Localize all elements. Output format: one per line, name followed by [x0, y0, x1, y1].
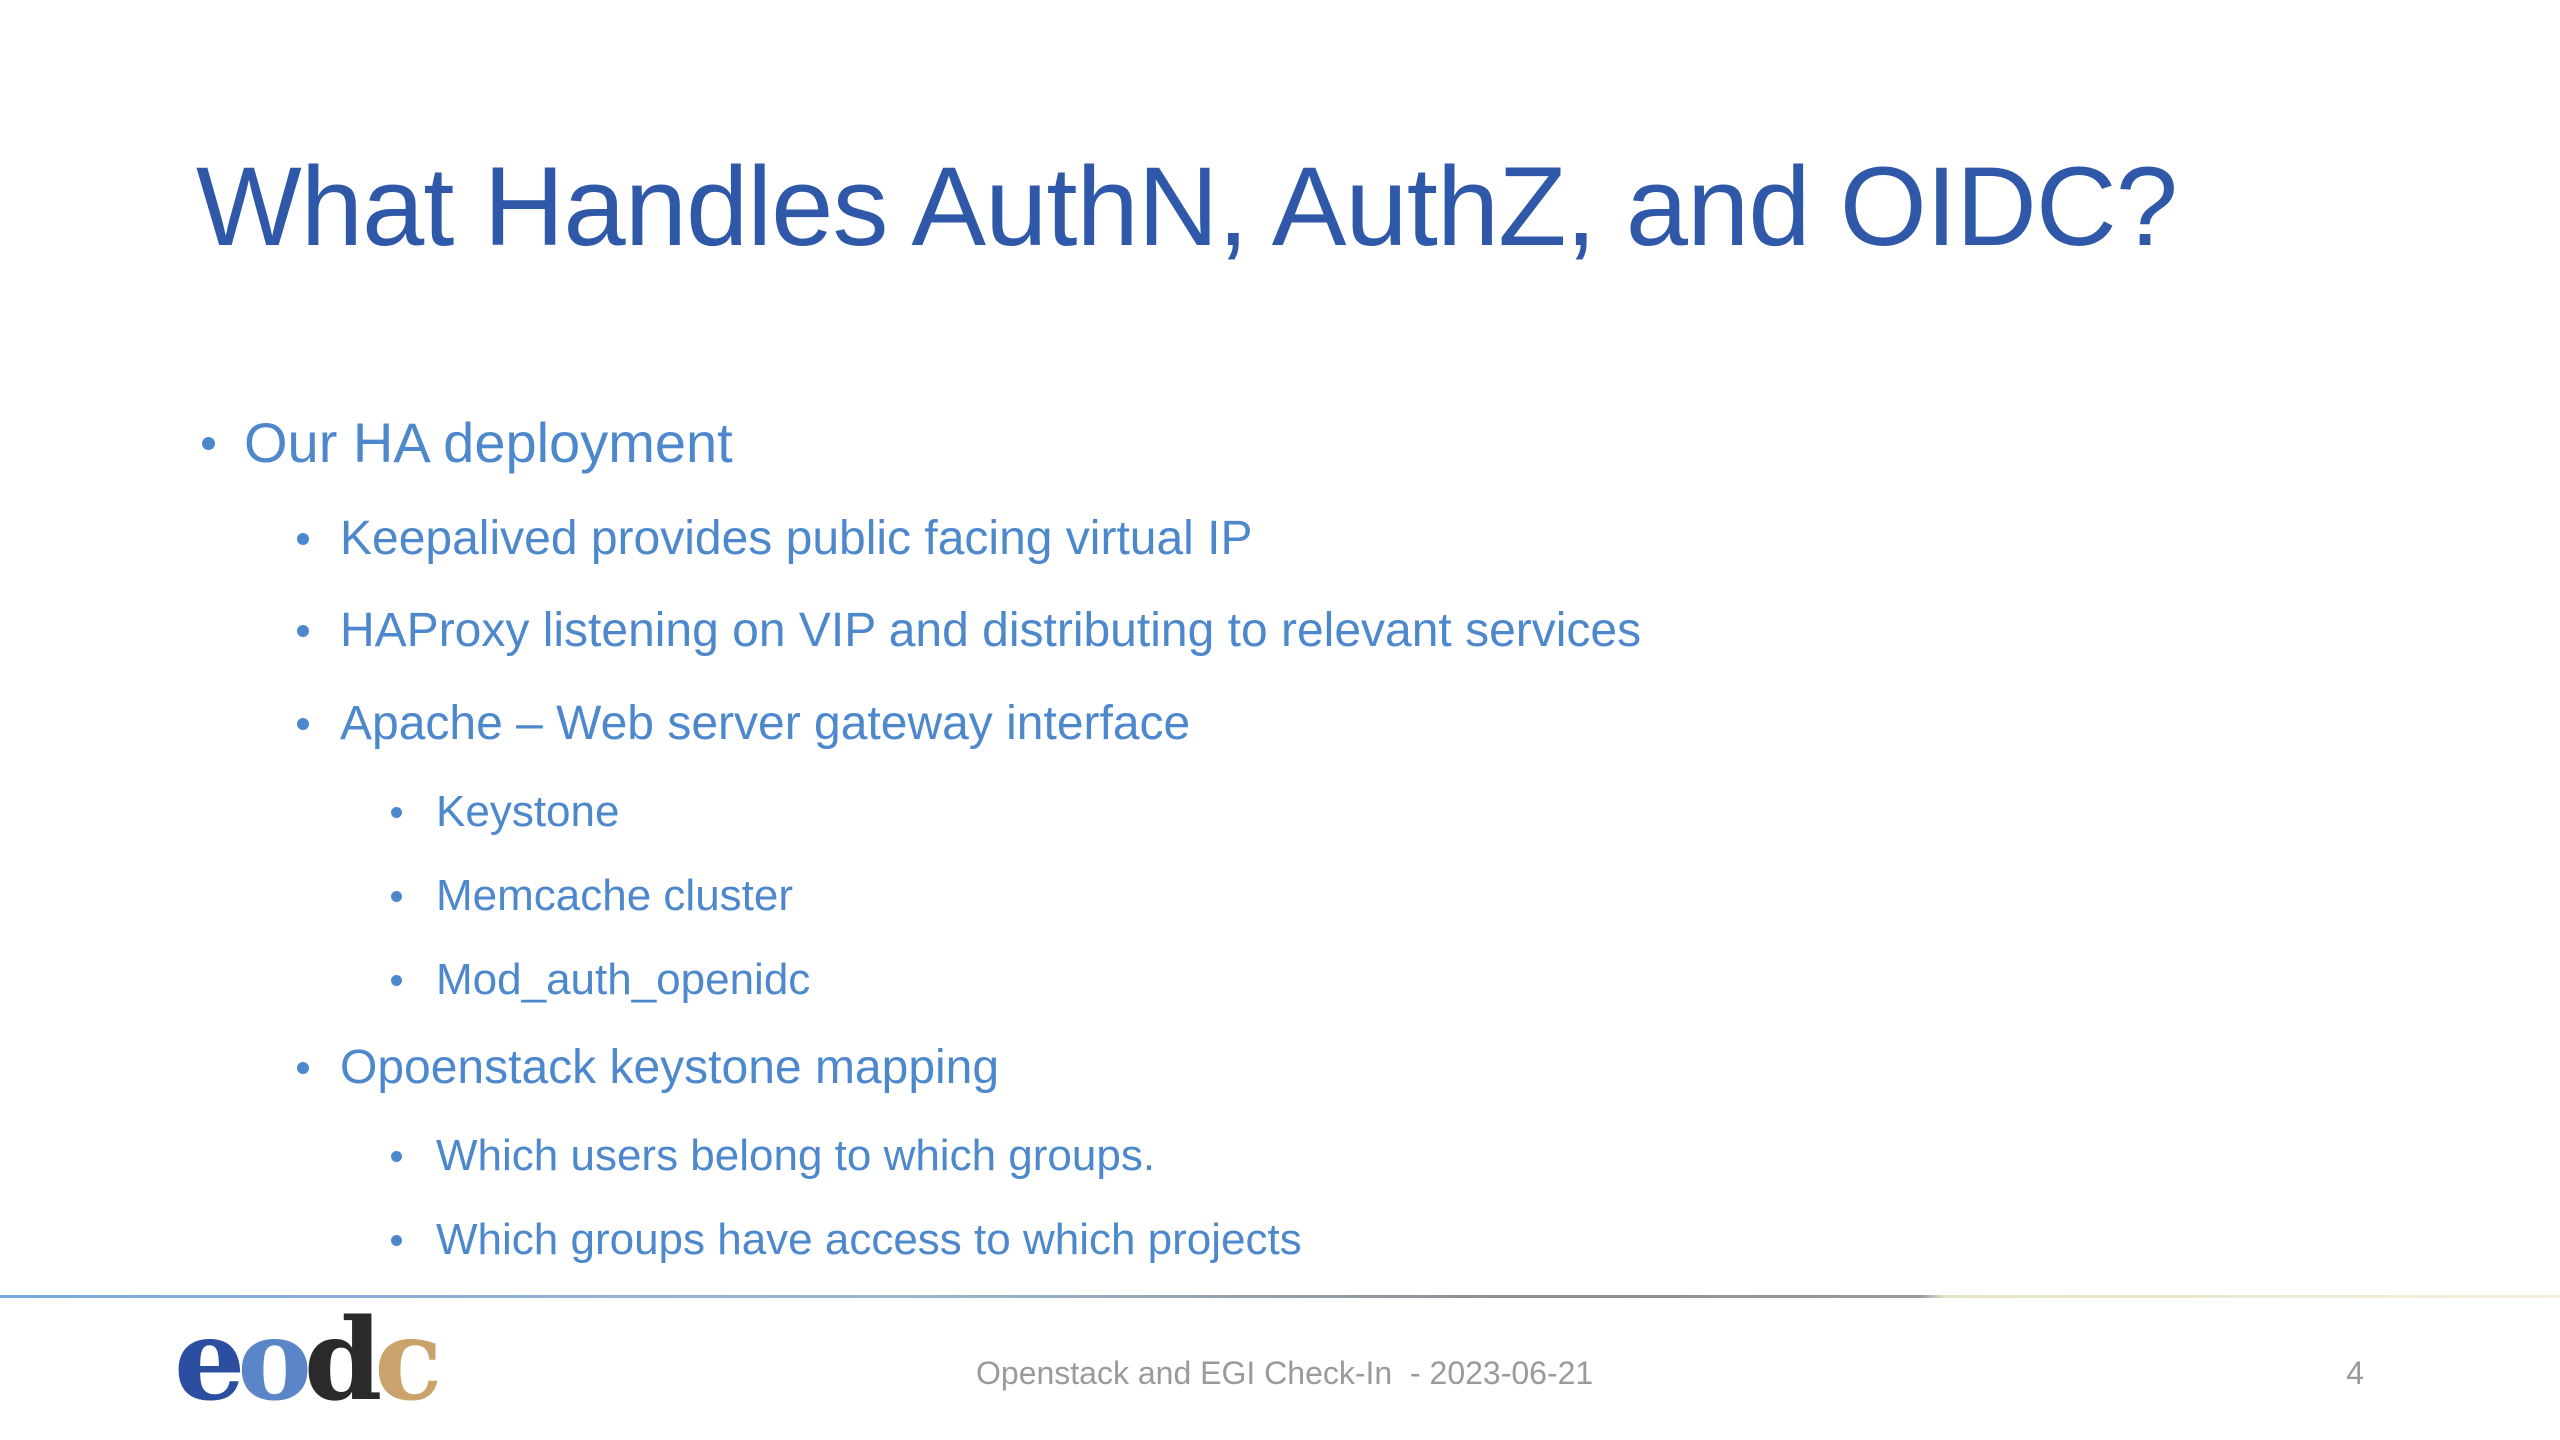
bullet-text: Opoenstack keystone mapping — [340, 1041, 1000, 1094]
bullet-item — [436, 1215, 1302, 1264]
bullet-item — [340, 512, 1253, 565]
bullet-dot-icon — [297, 625, 309, 637]
footer-text: Openstack and EGI Check-In - 2023-06-21 — [976, 1355, 1594, 1391]
logo-letter-c: c — [374, 1295, 435, 1426]
bullet-item — [340, 604, 1642, 657]
bullet-dot-icon — [391, 1235, 402, 1246]
page-number: 4 — [2346, 1355, 2364, 1391]
bullet-text: Apache – Web server gateway interface — [340, 697, 1191, 750]
bullet-dot-icon — [391, 807, 402, 818]
bullet-text: Keystone — [436, 787, 620, 836]
bullet-dot-icon — [297, 718, 309, 730]
bullet-item — [436, 955, 811, 1004]
bullet-text: Mod_auth_openidc — [436, 955, 811, 1004]
bullet-text: Keepalived provides public facing virtual IP — [340, 512, 1253, 565]
bullet-item — [436, 871, 794, 920]
bullet-item — [436, 787, 620, 836]
bullet-text: Our HA deployment — [244, 411, 733, 474]
bullet-text: Which users belong to which groups. — [436, 1131, 1156, 1180]
bullet-item — [436, 1131, 1156, 1180]
bullet-item — [244, 411, 733, 474]
bullet-dot-icon — [297, 533, 309, 545]
bullet-text: Which groups have access to which projects — [436, 1215, 1302, 1264]
slide-title: What Handles AuthN, AuthZ, and OIDC? — [196, 144, 2178, 269]
bullet-dot-icon — [391, 975, 402, 986]
bullet-item — [340, 697, 1191, 750]
bullet-text: Memcache cluster — [436, 871, 794, 920]
bullet-item — [340, 1041, 1000, 1094]
logo-letter-o: o — [237, 1295, 304, 1426]
bullet-dot-icon — [202, 437, 215, 450]
logo-letter-d: d — [303, 1295, 375, 1426]
eodc-logo — [174, 1296, 434, 1426]
logo-letter-e: e — [174, 1295, 238, 1426]
bullet-dot-icon — [297, 1062, 309, 1074]
bullet-text: HAProxy listening on VIP and distributing to relevant services — [340, 604, 1642, 657]
bullet-dot-icon — [391, 1151, 402, 1162]
bullet-dot-icon — [391, 891, 402, 902]
